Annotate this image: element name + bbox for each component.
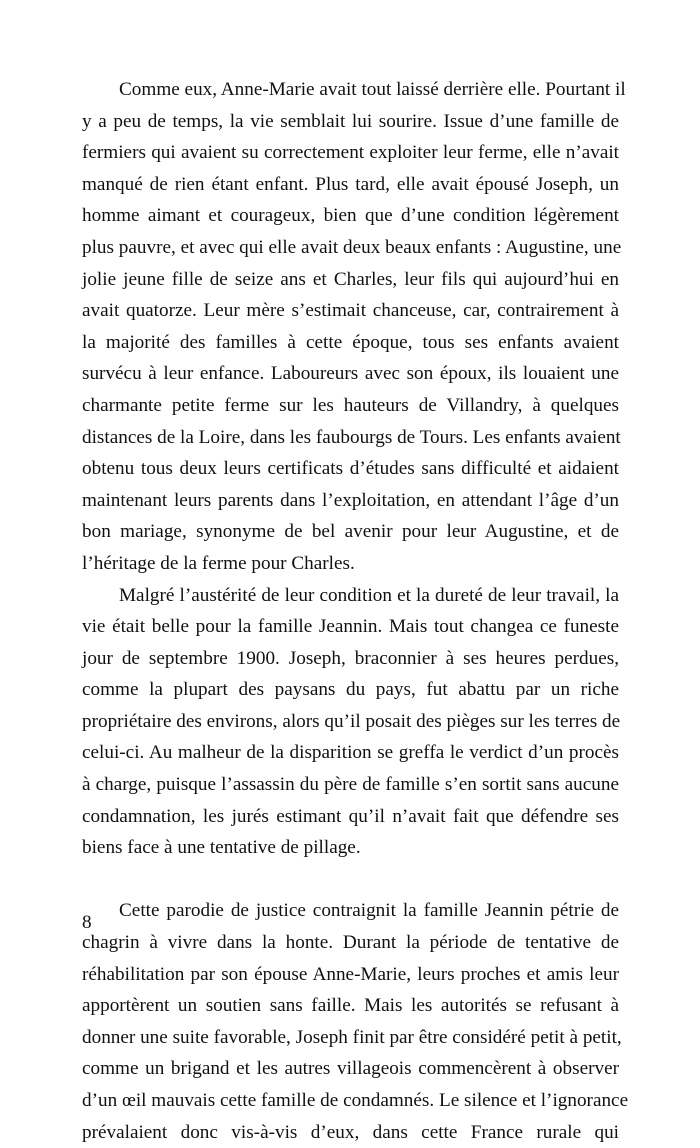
text-line: d’un œil mauvais cette famille de condamnés. Le silence et l’ignorance [82, 1090, 629, 1111]
text-line: prévalaient donc vis-à-vis d’eux, dans cette France rurale qui [82, 1121, 619, 1143]
text-line: Cette parodie de justice contraignit la famille Jeannin pétrie de [119, 900, 619, 922]
text-line: maintenant leurs parents dans l’exploitation, en attendant l’âge d’un [82, 489, 619, 511]
text-line: vie était belle pour la famille Jeannin. Mais tout changea ce funeste [82, 616, 619, 638]
text-line: fermiers qui avaient su correctement exploiter leur ferme, elle n’avait [82, 142, 619, 164]
paragraph [82, 580, 619, 864]
text-line: donner une suite favorable, Joseph finit par être considéré petit à petit, [82, 1026, 622, 1048]
text-line: manqué de rien étant enfant. Plus tard, elle avait épousé Joseph, un [82, 173, 619, 195]
text-line: l’héritage de la ferme pour Charles. [82, 552, 355, 574]
text-line: comme un brigand et les autres villageois commencèrent à observer [82, 1058, 619, 1080]
text-line: obtenu tous deux leurs certificats d’études sans difficulté et aidaient [82, 458, 619, 480]
text-line: bon mariage, synonyme de bel avenir pour leur Augustine, et de [82, 521, 619, 543]
text-line: plus pauvre, et avec qui elle avait deux beaux enfants : Augustine, une [82, 236, 622, 258]
text-line: la majorité des familles à cette époque, tous ses enfants avaient [82, 331, 619, 353]
page-body [82, 74, 629, 1148]
paragraph [82, 74, 626, 580]
text-line: apportèrent un soutien sans faille. Mais les autorités se refusant à [82, 995, 619, 1017]
text-line: biens face à une tentative de pillage. [82, 837, 361, 859]
text-line: Comme eux, Anne-Marie avait tout laissé derrière elle. Pourtant il [119, 79, 626, 100]
text-line: y a peu de temps, la vie semblait lui sourire. Issue d’une famille de [82, 110, 619, 132]
text-line: celui-ci. Au malheur de la disparition se greffa le verdict d’un procès [82, 742, 619, 764]
text-line: propriétaire des environs, alors qu’il posait des pièges sur les terres de [82, 710, 621, 732]
text-line: distances de la Loire, dans les faubourgs de Tours. Les enfants avaient [82, 426, 621, 448]
text-line: à charge, puisque l’assassin du père de famille s’en sortit sans aucune [82, 774, 619, 796]
text-line: réhabilitation par son épouse Anne-Marie, leurs proches et amis leur [82, 963, 619, 985]
text-line: jolie jeune fille de seize ans et Charles, leur fils qui aujourd’hui en [82, 268, 619, 290]
paragraph-gap [82, 864, 619, 896]
text-line: survécu à leur enfance. Laboureurs avec son époux, ils louaient une [82, 363, 619, 385]
text-line: comme la plupart des paysans du pays, fut abattu par un riche [82, 679, 619, 701]
text-line: chagrin à vivre dans la honte. Durant la période de tentative de [82, 932, 619, 954]
text-line: avait quatorze. Leur mère s’estimait chanceuse, car, contrairement à [82, 300, 619, 322]
text-line: charmante petite ferme sur les hauteurs de Villandry, à quelques [82, 394, 619, 416]
page-number: 8 [82, 912, 92, 933]
text-line: jour de septembre 1900. Joseph, braconnier à ses heures perdues, [82, 647, 619, 669]
paragraph [82, 895, 629, 1148]
text-line: homme aimant et courageux, bien que d’une condition légèrement [82, 205, 619, 227]
text-line: Malgré l’austérité de leur condition et la dureté de leur travail, la [119, 584, 619, 606]
text-line: condamnation, les jurés estimant qu’il n’avait fait que défendre ses [82, 805, 619, 827]
